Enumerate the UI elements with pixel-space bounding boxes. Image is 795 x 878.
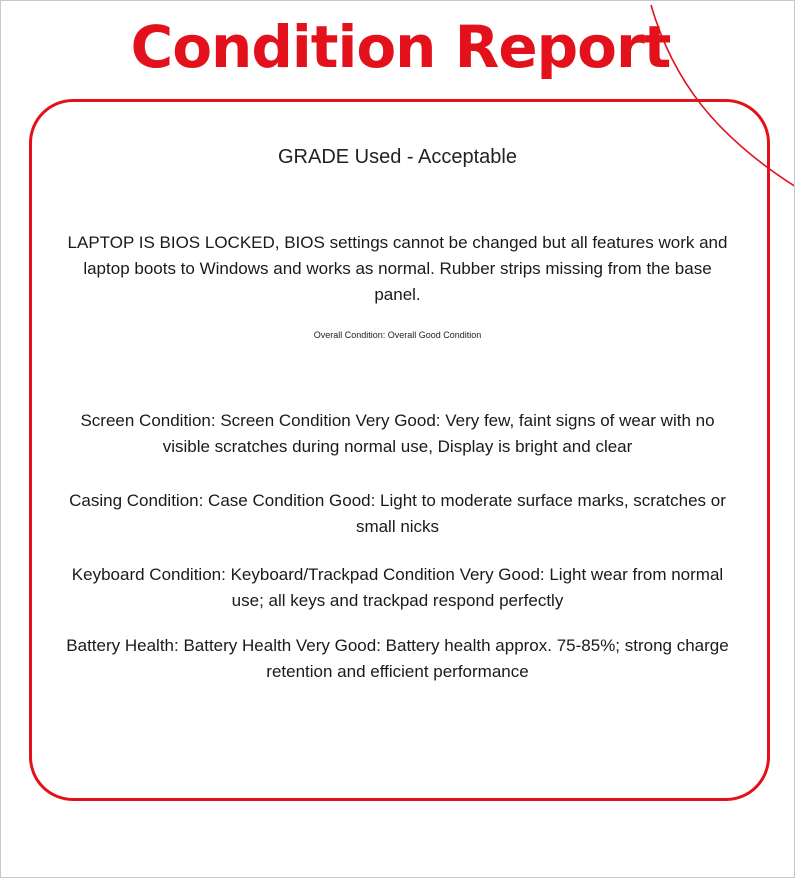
casing-condition-text: Casing Condition: Case Condition Good: Light to moderate surface marks, scratches or small nicks [69, 491, 726, 536]
overall-condition-text: Overall Condition: Overall Good Condition [313, 330, 482, 340]
notes-text: LAPTOP IS BIOS LOCKED, BIOS settings cannot be changed but all features work and laptop boots to Windows and works as normal. Rubber strips missing from the base panel. [67, 233, 728, 304]
page-title: Condition Report [130, 13, 671, 81]
battery-health-text: Battery Health: Battery Health Very Good: Battery health approx. 75-85%; strong charge retention and efficient performance [66, 636, 729, 681]
keyboard-condition-text: Keyboard Condition: Keyboard/Trackpad Condition Very Good: Light wear from normal use; all keys and trackpad respond perfectly [71, 565, 724, 610]
screen-condition-text: Screen Condition: Screen Condition Very Good: Very few, faint signs of wear with no visible scratches during normal use, Display is bright and clear [80, 411, 715, 456]
grade-text: GRADE Used - Acceptable [278, 146, 517, 168]
